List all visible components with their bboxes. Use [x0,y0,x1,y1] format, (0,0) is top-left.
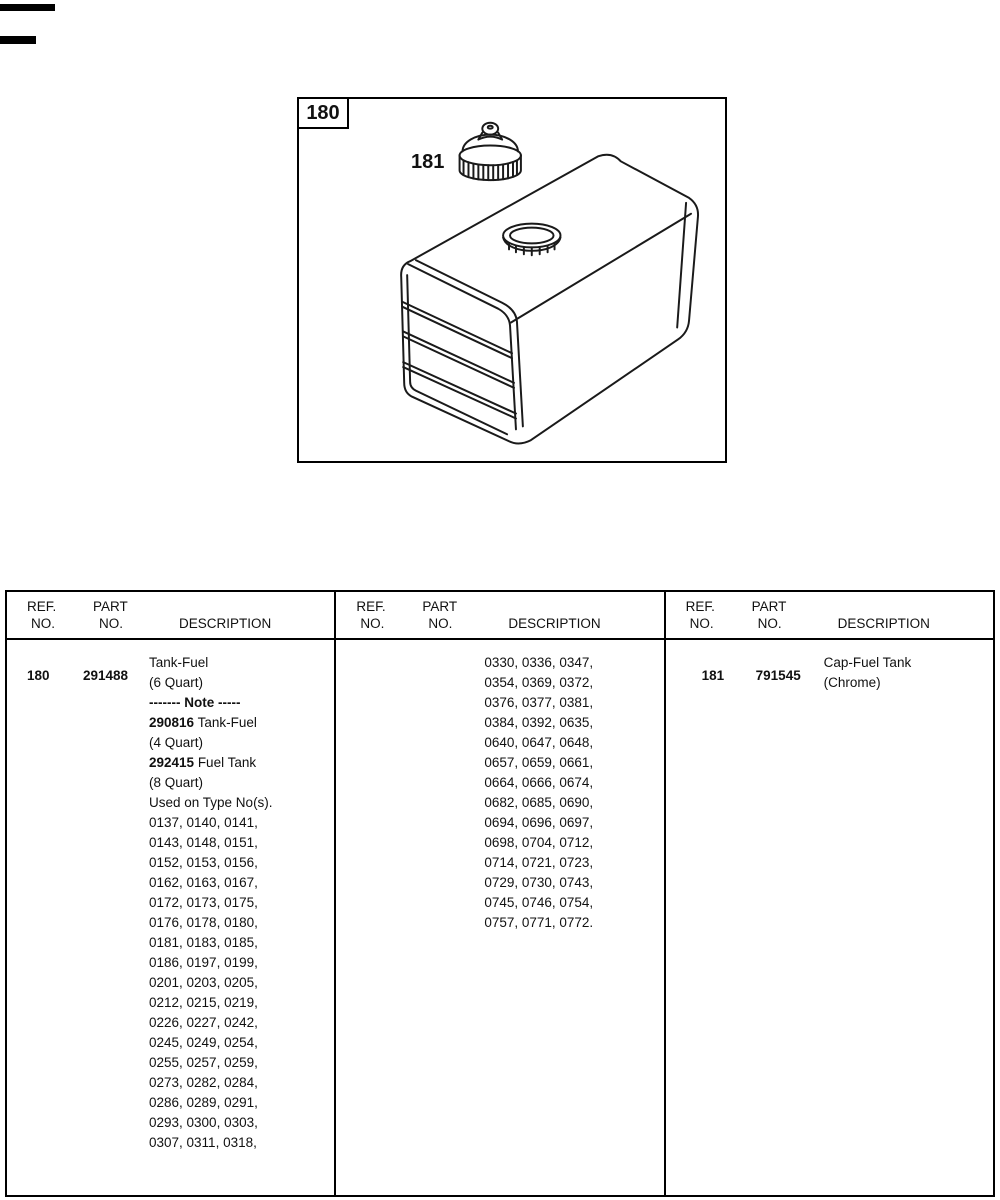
type-number-line: 0226, 0227, 0242, [149,1015,258,1030]
type-number-line: 0745, 0746, 0754, [484,895,594,910]
type-number-line: 0330, 0336, 0347, [484,655,594,670]
fuel-tank-illustration [299,99,725,461]
header-no: NO. [99,616,124,631]
part-description [149,653,328,1153]
column-header [336,592,663,640]
type-number-line: 0212, 0215, 0219, [149,995,258,1010]
description-line: Tank-Fuel [149,655,209,670]
part-description [484,653,657,933]
description-line: (4 Quart) [149,735,204,750]
type-number-list [484,653,657,933]
alt-part-desc: Tank-Fuel [194,715,257,730]
type-number-line: 0694, 0696, 0697, [484,815,594,830]
parts-table-column-1 [7,592,336,1195]
header-description: DESCRIPTION [837,616,930,631]
column-body [336,653,663,933]
description-line [149,753,328,773]
header-part: PART [93,599,128,614]
type-number-line: 0172, 0173, 0175, [149,895,258,910]
type-number-line: 0176, 0178, 0180, [149,915,258,930]
header-no: NO. [360,616,385,631]
type-number-line: 0201, 0203, 0205, [149,975,258,990]
header-no: NO. [428,616,453,631]
ref-number: 181 [701,668,725,683]
parts-table-column-2 [336,592,665,1195]
type-number-line: 0657, 0659, 0661, [484,755,594,770]
cap-ref-label: 181 [411,151,445,173]
type-number-list [149,813,328,1153]
type-number-line: 0384, 0392, 0635, [484,715,594,730]
type-number-line: 0640, 0647, 0648, [484,735,594,750]
type-number-line: 0273, 0282, 0284, [149,1075,258,1090]
ref-number: 180 [27,668,50,683]
column-header [666,592,993,640]
description-line: (6 Quart) [149,675,204,690]
column-header [7,592,334,640]
type-number-line: 0186, 0197, 0199, [149,955,258,970]
type-number-line: 0245, 0249, 0254, [149,1035,258,1050]
description-line: Cap-Fuel Tank [823,655,912,670]
type-number-line: 0293, 0300, 0303, [149,1115,258,1130]
description-line: (Chrome) [823,675,881,690]
part-description [824,653,987,693]
header-no: NO. [757,616,782,631]
type-number-line: 0757, 0771, 0772. [484,915,594,930]
diagram-panel [297,97,727,463]
header-description: DESCRIPTION [508,616,601,631]
type-number-line: 0376, 0377, 0381, [484,695,594,710]
parts-table [5,590,995,1197]
type-number-line: 0682, 0685, 0690, [484,795,594,810]
type-number-line: 0354, 0369, 0372, [484,675,594,690]
description-line [149,713,328,733]
header-part: PART [751,599,787,614]
parts-table-column-3 [666,592,993,1195]
note-line: ------- Note ----- [149,695,241,710]
header-no: NO. [31,616,56,631]
alt-part-number: 292415 [149,755,195,770]
type-number-line: 0729, 0730, 0743, [484,875,594,890]
header-ref: REF. [27,599,57,614]
scan-artifact [0,4,55,11]
header-ref: REF. [356,599,386,614]
alt-part-number: 290816 [149,715,195,730]
part-number: 791545 [755,668,801,683]
alt-part-desc: Fuel Tank [194,755,257,770]
diagram-ref-number: 180 [306,101,340,124]
type-number-line: 0307, 0311, 0318, [149,1135,257,1150]
type-number-line: 0714, 0721, 0723, [484,855,594,870]
scan-artifact [0,36,36,44]
header-ref: REF. [685,599,715,614]
type-number-line: 0162, 0163, 0167, [149,875,258,890]
type-number-line: 0181, 0183, 0185, [149,935,258,950]
column-body [666,653,993,693]
header-no: NO. [689,616,714,631]
column-body [7,653,334,1153]
header-part: PART [422,599,458,614]
type-number-line: 0255, 0257, 0259, [149,1055,258,1070]
type-number-line: 0286, 0289, 0291, [149,1095,258,1110]
diagram-ref-label [297,97,349,129]
header-description: DESCRIPTION [179,616,272,631]
type-number-line: 0143, 0148, 0151, [149,835,258,850]
type-number-line: 0698, 0704, 0712, [484,835,594,850]
part-number: 291488 [83,668,129,683]
type-number-line: 0137, 0140, 0141, [149,815,258,830]
description-line: Used on Type No(s). [149,795,273,810]
description-line: (8 Quart) [149,775,204,790]
type-number-line: 0152, 0153, 0156, [149,855,258,870]
type-number-line: 0664, 0666, 0674, [484,775,594,790]
